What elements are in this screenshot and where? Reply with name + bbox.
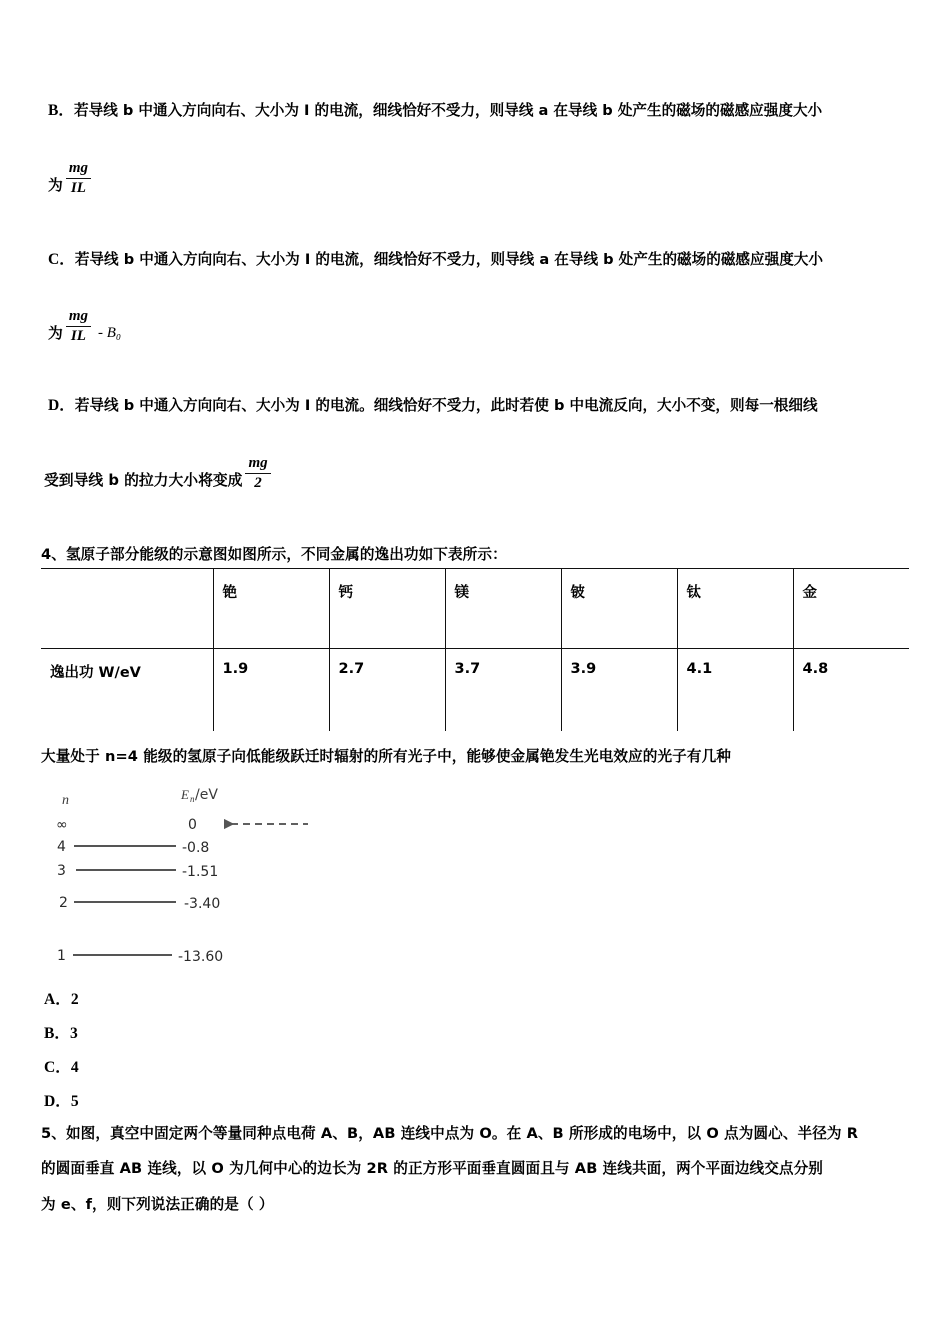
- question-4-sub-stem: 大量处于 n=4 能级的氢原子向低能级跃迁时辐射的所有光子中，能够使金属铯发生光电效应的光子有几种: [41, 748, 731, 765]
- option-c-formula-prefix: 为: [48, 324, 63, 342]
- fraction-numerator: mg: [66, 160, 91, 179]
- level-label-2: 2: [59, 895, 68, 911]
- option-b-label: B．: [48, 102, 74, 119]
- level-energy-1: -13.60: [178, 949, 224, 965]
- fraction-mg-over-IL: [66, 160, 91, 197]
- table-cell-gold-value: 4.8: [793, 649, 909, 731]
- choice-d-sep: ．: [55, 1093, 71, 1110]
- choice-c-label: C: [44, 1059, 56, 1076]
- choice-c[interactable]: [44, 1055, 920, 1077]
- option-d-text: 若导线 b 中通入方向向右、大小为 I 的电流。细线恰好不受力，此时若使 b 中电流反向，大小不变，则每一根细线: [74, 397, 818, 414]
- choice-c-text: 4: [70, 1059, 79, 1076]
- level-label-1: 1: [57, 948, 66, 964]
- option-c-formula-suffix: - B₀: [97, 324, 122, 341]
- table-header-gold: 金: [793, 569, 909, 649]
- table-header-beryllium: 铍: [561, 569, 677, 649]
- choice-b[interactable]: [44, 1021, 920, 1043]
- option-d-label: D．: [48, 397, 75, 414]
- fraction-numerator: mg: [66, 308, 91, 327]
- question-5-line-2: 的圆面垂直 AB 连线，以 O 为几何中心的边长为 2R 的正方形平面垂直圆面且与 AB 连线共面，两个平面边线交点分别: [41, 1160, 824, 1177]
- fraction-denominator: IL: [70, 179, 86, 196]
- choice-d-text: 5: [70, 1093, 79, 1110]
- fraction-denominator: 2: [254, 474, 262, 491]
- table-cell-magnesium-value: 3.7: [445, 649, 561, 731]
- energy-level-diagram: [48, 782, 308, 977]
- diagram-right-header-sub: n: [190, 794, 195, 804]
- table-cell-titanium-value: 4.1: [677, 649, 793, 731]
- diagram-right-header: E: [181, 787, 189, 802]
- work-function-table: [41, 568, 909, 731]
- fraction-mg-over-IL: [66, 308, 91, 345]
- table-row-label-work-function: 逸出功 W/eV: [41, 649, 213, 731]
- option-d-formula: [44, 455, 274, 492]
- choice-a-sep: ．: [55, 991, 71, 1008]
- choice-a-text: 2: [70, 991, 79, 1008]
- level-energy-2: -3.40: [184, 896, 221, 912]
- choice-a[interactable]: [44, 987, 920, 1009]
- table-header-cesium: 铯: [213, 569, 329, 649]
- choice-b-text: 3: [70, 1025, 78, 1042]
- option-c-label: C．: [48, 251, 75, 268]
- choice-d[interactable]: [44, 1089, 920, 1111]
- question-5-line-3: 为 e、f，则下列说法正确的是（ ）: [41, 1196, 274, 1213]
- option-c-line: [48, 247, 920, 269]
- fraction-numerator: mg: [245, 455, 270, 474]
- diagram-left-header: n: [62, 793, 69, 808]
- question-4-stem: 4、氢原子部分能级的示意图如图所示，不同金属的逸出功如下表所示：: [41, 546, 507, 563]
- level-energy-4: -0.8: [182, 840, 210, 856]
- option-b-line: [48, 98, 920, 120]
- table-header-calcium: 钙: [329, 569, 445, 649]
- option-c-formula: [48, 308, 121, 345]
- level-label-4: 4: [57, 839, 66, 855]
- table-header-magnesium: 镁: [445, 569, 561, 649]
- option-b-text: 若导线 b 中通入方向向右、大小为 I 的电流，细线恰好不受力，则导线 a 在导线 b 处产生的磁场的磁感应强度大小: [74, 102, 823, 119]
- choice-b-sep: ．: [54, 1025, 71, 1042]
- choice-b-label: B: [44, 1025, 55, 1042]
- fraction-denominator: IL: [70, 327, 86, 344]
- option-d-line: [48, 393, 920, 415]
- option-b-formula: [48, 160, 94, 197]
- level-label-infinity: ∞: [56, 817, 68, 833]
- choice-a-label: A: [44, 991, 56, 1008]
- table-cell-calcium-value: 2.7: [329, 649, 445, 731]
- table-cell-cesium-value: 1.9: [213, 649, 329, 731]
- level-energy-3: -1.51: [182, 864, 219, 880]
- choice-d-label: D: [44, 1093, 56, 1110]
- table-corner-cell: [41, 569, 213, 649]
- level-label-3: 3: [57, 863, 66, 879]
- table-row: [41, 649, 909, 731]
- option-c-text: 若导线 b 中通入方向向右、大小为 I 的电流，细线恰好不受力，则导线 a 在导线 b 处产生的磁场的磁感应强度大小: [74, 251, 823, 268]
- diagram-right-header-unit: /eV: [195, 787, 218, 803]
- table-header-titanium: 钛: [677, 569, 793, 649]
- option-b-formula-prefix: 为: [48, 176, 63, 194]
- table-row-header: [41, 569, 909, 649]
- question-5-line-1: 5、如图，真空中固定两个等量同种点电荷 A、B，AB 连线中点为 O。在 A、B 所形成的电场中，以 O 点为圆心、半径为 R: [41, 1125, 859, 1142]
- option-d-formula-prefix: 受到导线 b 的拉力大小将变成: [44, 471, 243, 489]
- level-energy-infinity: 0: [188, 817, 197, 833]
- choice-c-sep: ．: [55, 1059, 71, 1076]
- fraction-mg-over-2: [245, 455, 270, 492]
- table-cell-beryllium-value: 3.9: [561, 649, 677, 731]
